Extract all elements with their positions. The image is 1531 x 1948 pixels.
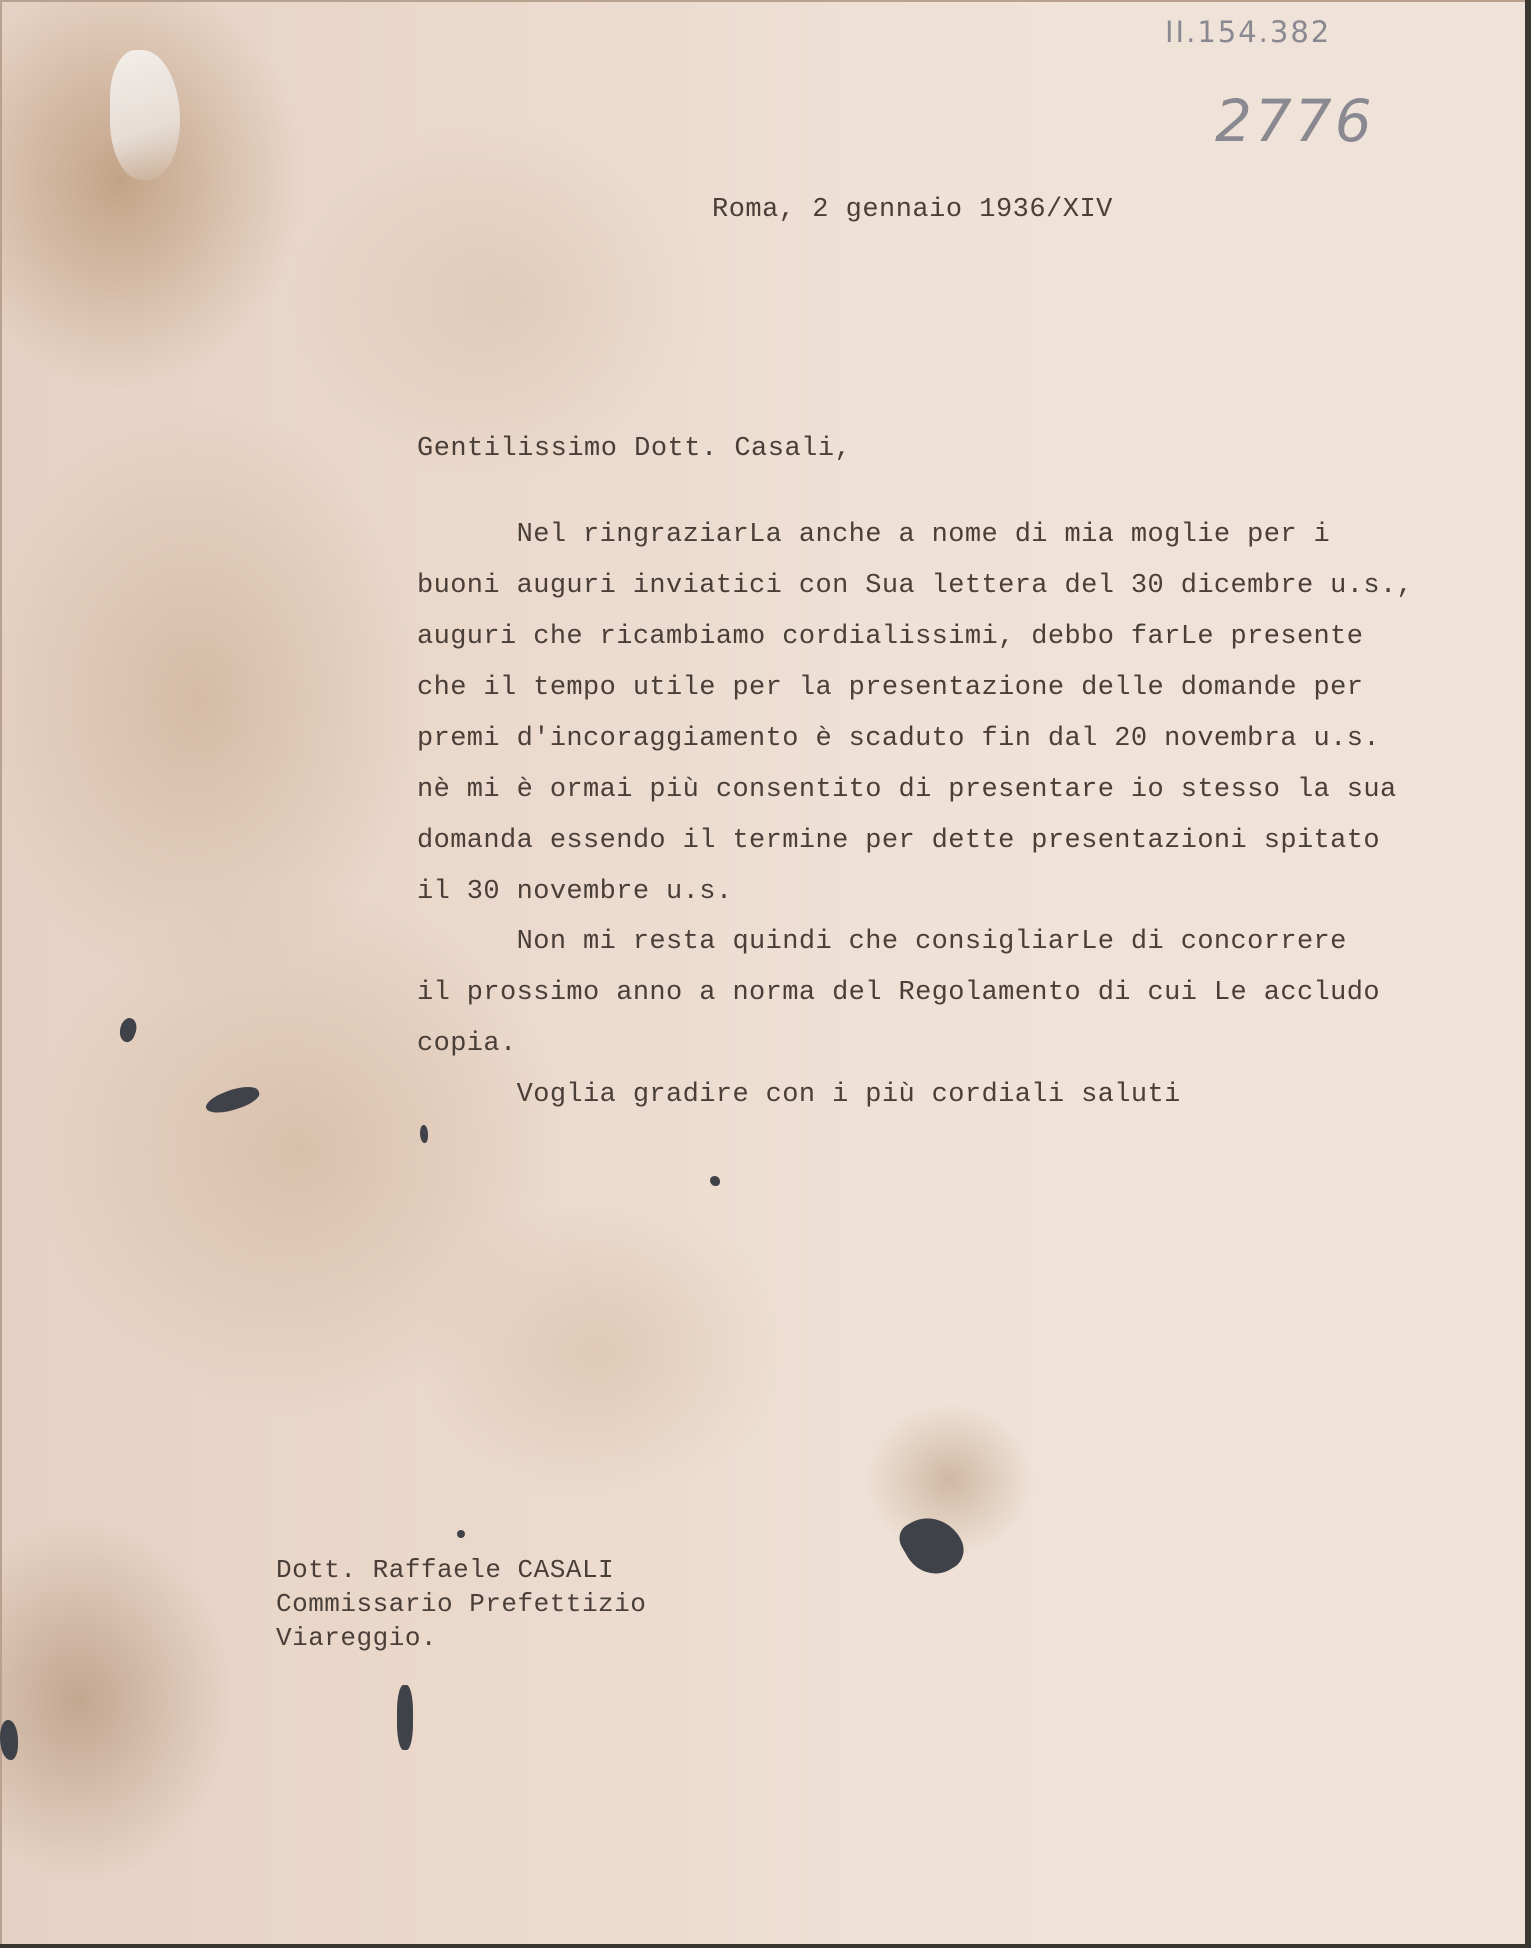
paper-hole (457, 1530, 465, 1538)
paper-hole (710, 1176, 720, 1186)
folio-number-annotation: 2776 (1215, 87, 1375, 155)
salutation: Gentilissimo Dott. Casali, (417, 434, 852, 464)
body-line: domanda essendo il termine per dette presentazioni spitato (417, 826, 1380, 856)
scan-border-bottom (0, 1944, 1531, 1948)
paper-hole (203, 1081, 262, 1119)
body-line: nè mi è ormai più consentito di presentare io stesso la sua (417, 775, 1397, 805)
paper-hole (420, 1125, 428, 1143)
paper-hole (397, 1685, 413, 1750)
body-line: che il tempo utile per la presentazione delle domande per (417, 673, 1364, 703)
body-line: il prossimo anno a norma del Regolamento di cui Le accludo (417, 978, 1380, 1008)
scan-border-right (1525, 0, 1531, 1948)
recipient-city: Viareggio. (276, 1623, 438, 1653)
paper-hole (0, 1720, 18, 1760)
body-line: copia. (417, 1029, 517, 1059)
body-line: Non mi resta quindi che consigliarLe di concorrere (417, 927, 1347, 957)
body-line: Nel ringraziarLa anche a nome di mia moglie per i (417, 520, 1331, 550)
place-date: Roma, 2 gennaio 1936/XIV (712, 195, 1113, 225)
paper-hole (894, 1505, 972, 1584)
body-line: premi d'incoraggiamento è scaduto fin dal 20 novembra u.s. (417, 724, 1380, 754)
archive-reference-annotation: II.154.382 (1165, 15, 1332, 49)
body-line: Voglia gradire con i più cordiali saluti (417, 1080, 1181, 1110)
body-line: il 30 novembre u.s. (417, 877, 733, 907)
paper-tear (110, 50, 180, 180)
body-line: buoni auguri inviatici con Sua lettera del 30 dicembre u.s., (417, 571, 1414, 601)
paper-hole (116, 1016, 139, 1044)
recipient-title: Commissario Prefettizio (276, 1589, 647, 1619)
recipient-name: Dott. Raffaele CASALI (276, 1555, 615, 1585)
body-line: auguri che ricambiamo cordialissimi, debbo farLe presente (417, 622, 1364, 652)
